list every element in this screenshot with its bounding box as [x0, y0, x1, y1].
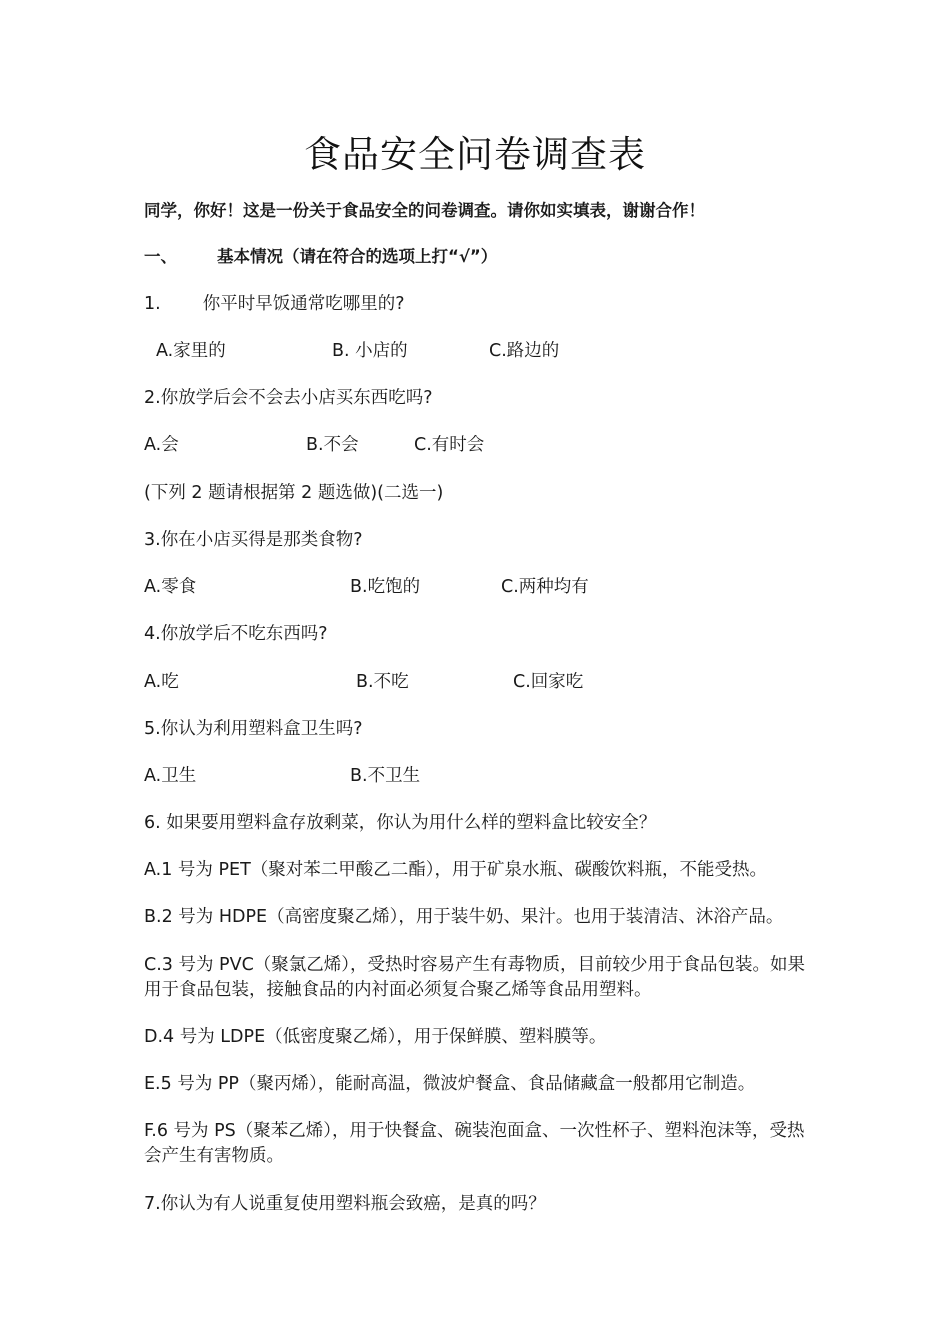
page-title: 食品安全问卷调查表 [304, 133, 646, 176]
q1-option-a: A.家里的 [156, 341, 226, 361]
q2-option-b: B.不会 [306, 435, 359, 455]
q2-option-c: C.有时会 [414, 435, 485, 455]
q3-option-c: C.两种均有 [501, 577, 589, 597]
q3-option-a: A.零食 [144, 577, 197, 597]
q1-option-c: C.路边的 [489, 341, 560, 361]
q5-option-a: A.卫生 [144, 766, 197, 786]
section-heading [144, 244, 497, 269]
q4-option-a: A.吃 [144, 672, 179, 692]
q6-option-d: D.4 号为 LDPE（低密度聚乙烯），用于保鲜膜、塑料膜等。 [144, 1027, 607, 1047]
q2-option-a: A.会 [144, 435, 179, 455]
question-1-text: 你平时早饭通常吃哪里的? [202, 294, 405, 314]
question-1-number: 1. [144, 294, 161, 314]
q1-option-b: B. 小店的 [332, 341, 408, 361]
question-5: 5.你认为利用塑料盒卫生吗? [144, 719, 363, 739]
section-label: 基本情况（请在符合的选项上打“√”） [217, 247, 498, 266]
section-number: 一、 [144, 247, 177, 266]
q6-option-f: F.6 号为 PS（聚苯乙烯），用于快餐盒、碗装泡面盒、一次性杯子、塑料泡沫等，受热会产生有害物质。 [144, 1121, 805, 1166]
q4-option-b: B.不吃 [356, 672, 409, 692]
question-2: 2.你放学后会不会去小店买东西吃吗? [144, 388, 433, 408]
q3-option-b: B.吃饱的 [350, 577, 421, 597]
q6-option-b: B.2 号为 HDPE（高密度聚乙烯），用于装牛奶、果汁。也用于装清洁、沐浴产品。 [144, 907, 784, 927]
question-3: 3.你在小店买得是那类食物? [144, 530, 363, 550]
q5-option-b: B.不卫生 [350, 766, 421, 786]
question-1 [144, 292, 405, 317]
question-6: 6. 如果要用塑料盒存放剩菜，你认为用什么样的塑料盒比较安全？ [144, 813, 657, 833]
q4-option-c: C.回家吃 [513, 672, 584, 692]
question-7: 7.你认为有人说重复使用塑料瓶会致癌，是真的吗？ [144, 1194, 546, 1214]
q6-option-a: A.1 号为 PET（聚对苯二甲酸乙二酯），用于矿泉水瓶、碳酸饮料瓶，不能受热。 [144, 860, 768, 880]
select-note: (下列 2 题请根据第 2 题选做)(二选一) [144, 483, 444, 503]
intro-text: 同学，你好！这是一份关于食品安全的问卷调查。请你如实填表，谢谢合作！ [144, 201, 705, 220]
question-4: 4.你放学后不吃东西吗? [144, 624, 328, 644]
q6-option-c: C.3 号为 PVC（聚氯乙烯），受热时容易产生有毒物质，目前较少用于食品包装。如果用于食品包装，接触食品的内衬面必须复合聚乙烯等食品用塑料。 [144, 955, 806, 1000]
q6-option-e: E.5 号为 PP（聚丙烯），能耐高温，微波炉餐盒、食品储藏盒一般都用它制造。 [144, 1074, 756, 1094]
